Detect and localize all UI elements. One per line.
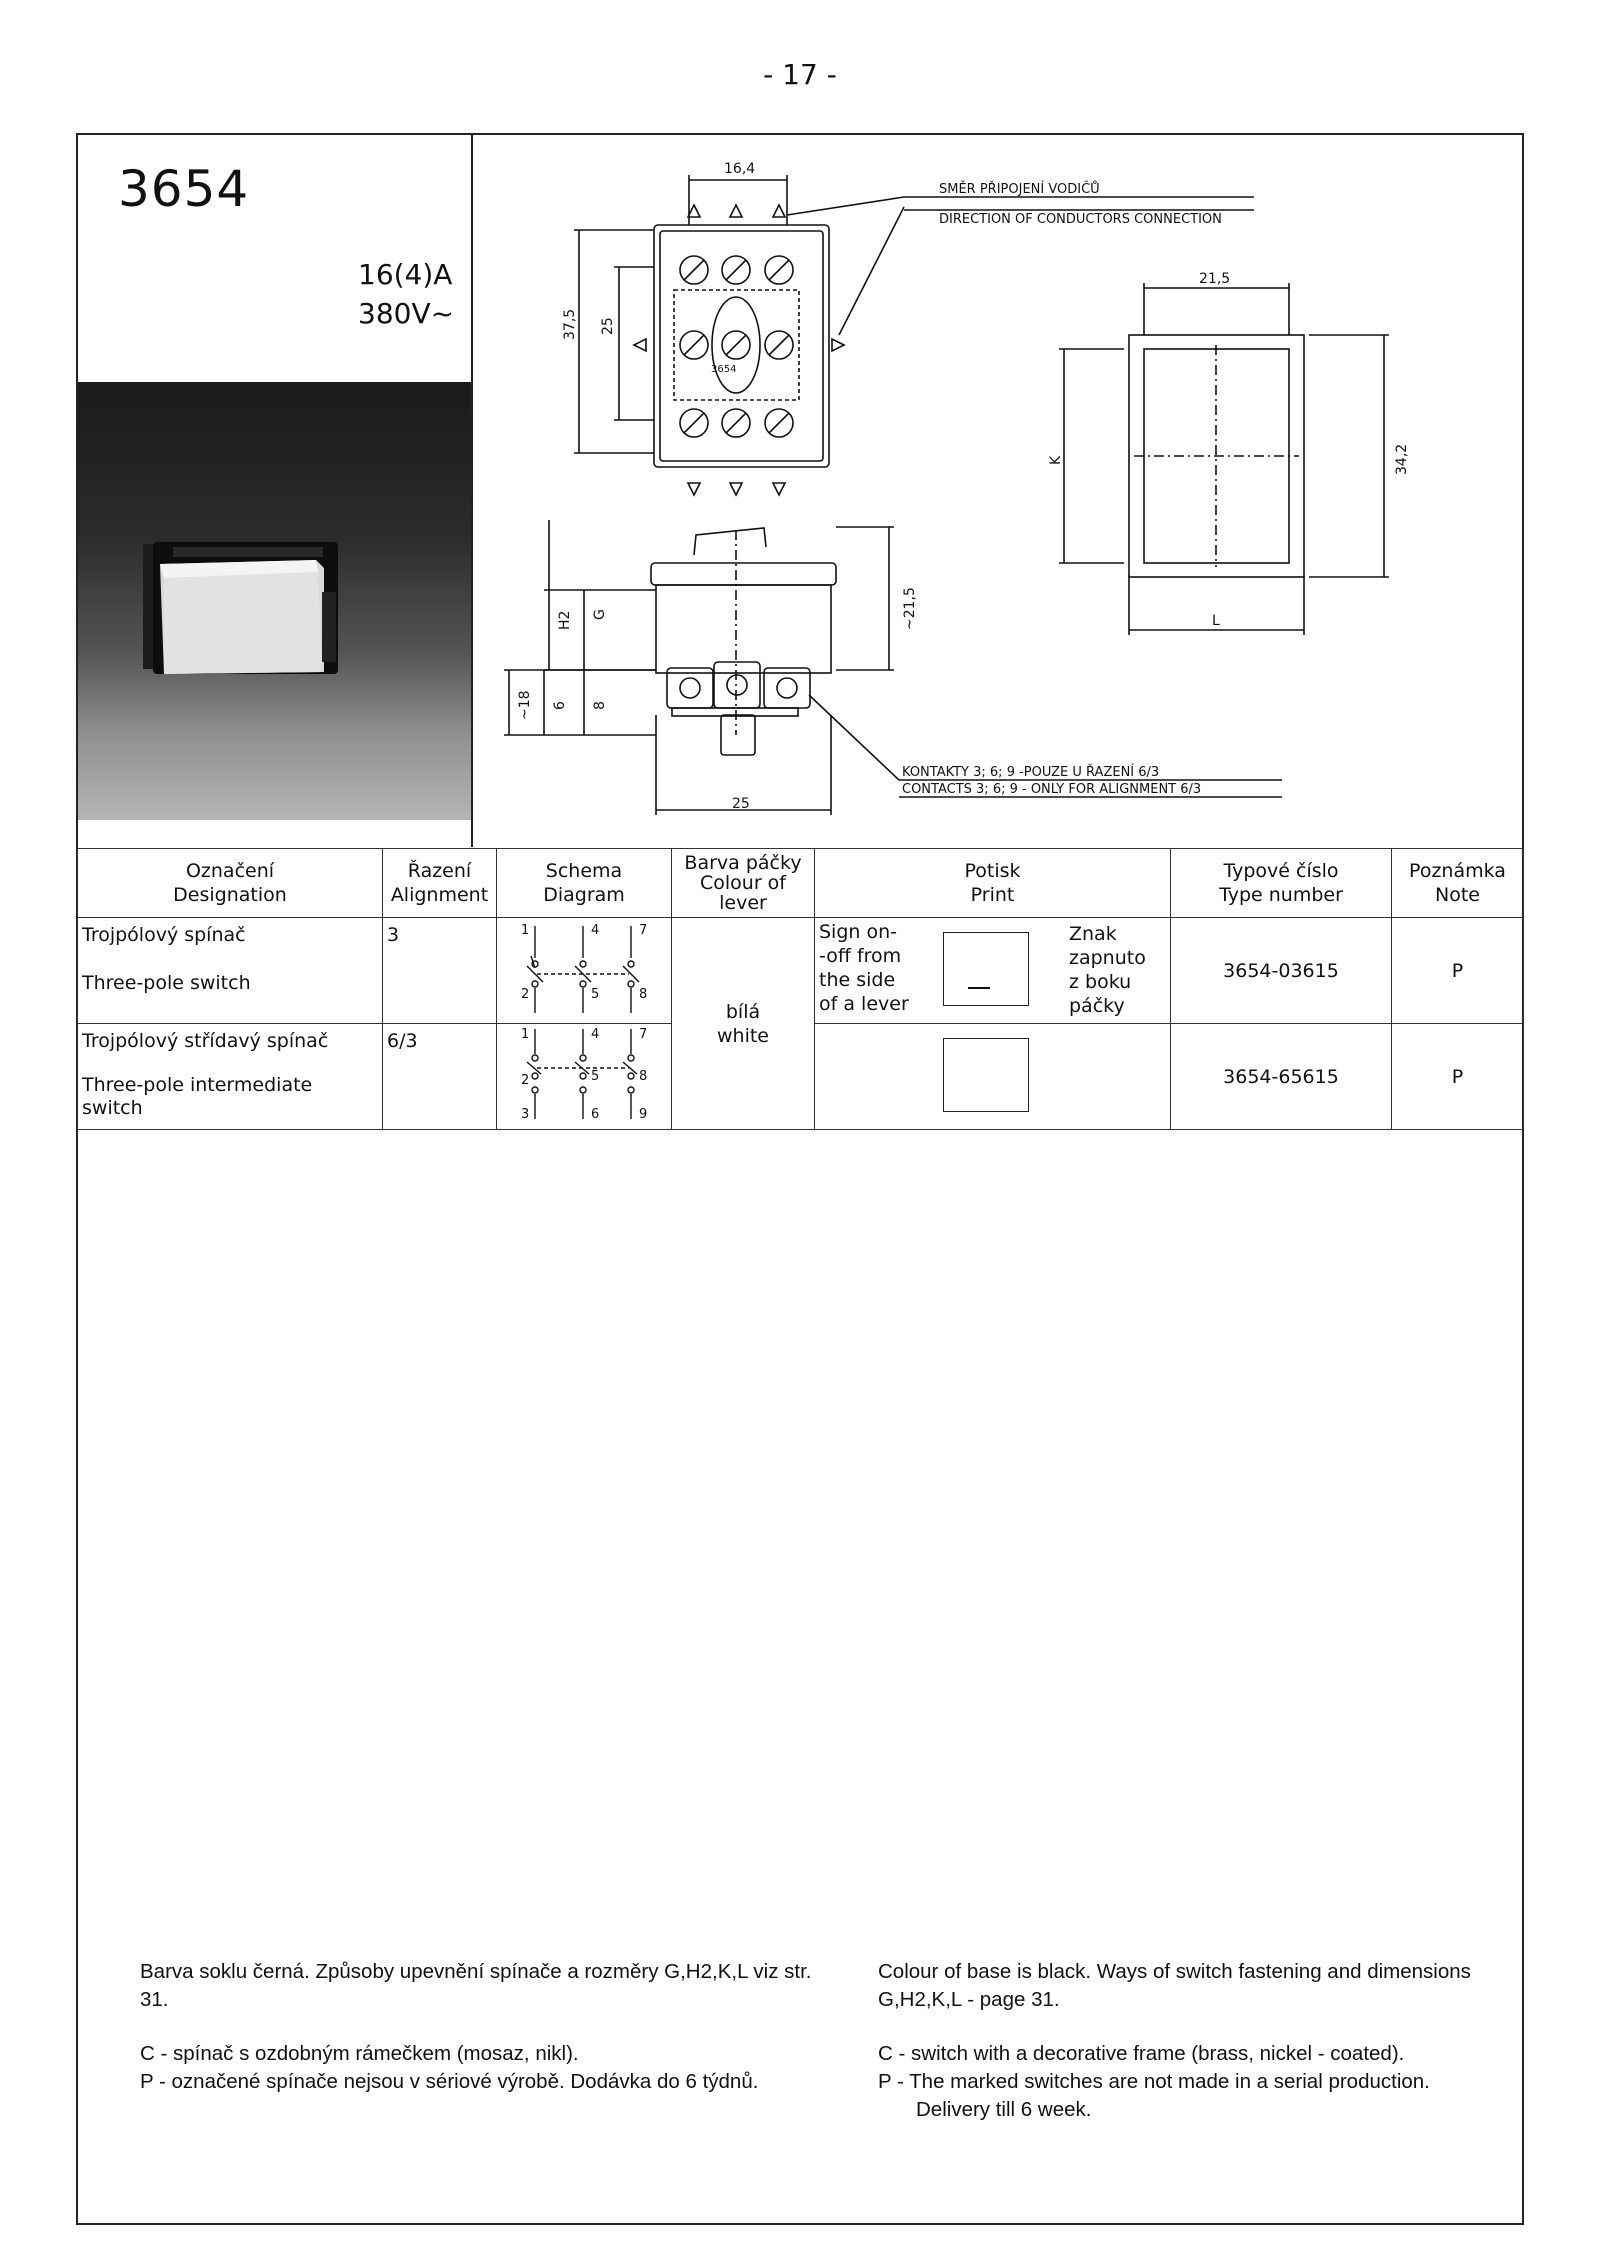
note-cell: P (1392, 1024, 1524, 1130)
svg-text:1: 1 (521, 1027, 530, 1042)
print-sample-on-off (943, 932, 1029, 1006)
print-sign-cz: Znak zapnuto z boku páčky (1069, 923, 1146, 1017)
svg-text:8: 8 (639, 1069, 648, 1084)
note-c-cz: C - spínač s ozdobným rámečkem (mosaz, nikl). (140, 2042, 579, 2065)
type-number-cell: 3654-03615 (1171, 918, 1392, 1024)
note-p-cz: P - označené spínače nejsou v sériové výrobě. Dodávka do 6 týdnů. (140, 2070, 759, 2093)
direction-en: DIRECTION OF CONDUCTORS CONNECTION (939, 212, 1222, 227)
svg-text:3: 3 (521, 1107, 530, 1122)
print-cell (815, 918, 1171, 1024)
header-alignment: Řazení Alignment (383, 849, 497, 918)
header-lever-colour: Barva páčky Colour of lever (672, 849, 815, 918)
page-number: - 17 - (763, 58, 837, 91)
note-p-en-delivery: Delivery till 6 week. (916, 2098, 1092, 2121)
dim-21-5: ~21,5 (902, 587, 918, 630)
svg-text:9: 9 (639, 1107, 648, 1122)
dim-l: L (1212, 613, 1220, 629)
header-print: Potisk Print (815, 849, 1171, 918)
dim-6: 6 (552, 701, 568, 710)
lever-colour-cell: bílá white (672, 918, 815, 1130)
print-cell (815, 1024, 1171, 1130)
note-cell: P (1392, 918, 1524, 1024)
switch-photo-illustration (78, 382, 471, 820)
dim-g: G (592, 609, 608, 620)
dim-frame-height: 34,2 (1394, 443, 1410, 475)
dim-h2: H2 (557, 610, 573, 630)
dim-frame-width: 21,5 (1199, 271, 1231, 287)
alignment-cell: 3 (383, 918, 497, 1024)
designation-cell: Trojpólový spínač Three-pole switch (78, 918, 383, 1024)
note-p-en: P - The marked switches are not made in a serial production. (878, 2070, 1430, 2093)
part-label: 3654 (711, 364, 737, 375)
svg-text:4: 4 (591, 1027, 600, 1042)
intermediate-switch-diagram (497, 1024, 670, 1124)
alignment-cell: 6/3 (383, 1024, 497, 1130)
model-number: 3654 (118, 160, 250, 218)
contacts-cz: KONTAKTY 3; 6; 9 -POUZE U ŘAZENÍ 6/3 (902, 765, 1160, 780)
direction-cz: SMĚR PŘIPOJENÍ VODIČŮ (939, 182, 1100, 197)
notes-english (878, 1958, 1518, 2124)
dim-8: 8 (592, 701, 608, 710)
voltage-rating: 380V~ (358, 297, 455, 330)
header-type-number: Typové číslo Type number (1171, 849, 1392, 918)
designation-cell: Trojpólový střídavý spínač Three-pole intermediate switch (78, 1024, 383, 1130)
side-terminals (667, 662, 810, 755)
technical-drawings (474, 135, 1522, 847)
diagram-cell (497, 918, 672, 1024)
svg-text:7: 7 (639, 923, 648, 938)
dim-height-outer: 37,5 (562, 308, 578, 340)
dim-k: K (1048, 455, 1064, 465)
svg-text:2: 2 (521, 1073, 530, 1088)
svg-text:8: 8 (639, 987, 648, 1002)
table-row (78, 918, 1524, 1024)
current-rating: 16(4)A (358, 258, 453, 291)
dim-18: ~18 (517, 690, 533, 720)
svg-text:4: 4 (591, 923, 600, 938)
header-note: Poznámka Note (1392, 849, 1524, 918)
dim-width-top: 16,4 (724, 161, 756, 177)
print-sign-en: Sign on- -off from the side of a lever (819, 921, 909, 1015)
dim-height-inner: 25 (600, 317, 616, 335)
note-base-en: Colour of base is black. Ways of switch fastening and dimensions G,H2,K,L - page 31. (878, 1960, 1471, 2011)
header-diagram: Schema Diagram (497, 849, 672, 918)
svg-text:2: 2 (521, 987, 530, 1002)
svg-text:6: 6 (591, 1107, 600, 1122)
svg-text:7: 7 (639, 1027, 648, 1042)
dim-25-bottom: 25 (732, 796, 750, 812)
svg-text:5: 5 (591, 987, 600, 1002)
svg-text:1: 1 (521, 923, 530, 938)
specification-table (77, 848, 1524, 1130)
note-c-en: C - switch with a decorative frame (brass, nickel - coated). (878, 2042, 1405, 2065)
note-base-cz: Barva soklu černá. Způsoby upevnění spínače a rozměry G,H2,K,L viz str. 31. (140, 1960, 812, 2011)
three-pole-diagram (497, 918, 670, 1018)
contacts-en: CONTACTS 3; 6; 9 - ONLY FOR ALIGNMENT 6/3 (902, 782, 1202, 797)
header-designation: Označení Designation (78, 849, 383, 918)
notes-czech (140, 1958, 840, 2096)
product-photo (78, 382, 471, 820)
side-view-lever (694, 528, 766, 555)
svg-text:5: 5 (591, 1069, 600, 1084)
print-sample-blank (943, 1038, 1029, 1112)
dimension-drawings-svg (474, 135, 1522, 847)
type-number-cell: 3654-65615 (1171, 1024, 1392, 1130)
terminal-screws (680, 256, 793, 437)
diagram-cell (497, 1024, 672, 1130)
